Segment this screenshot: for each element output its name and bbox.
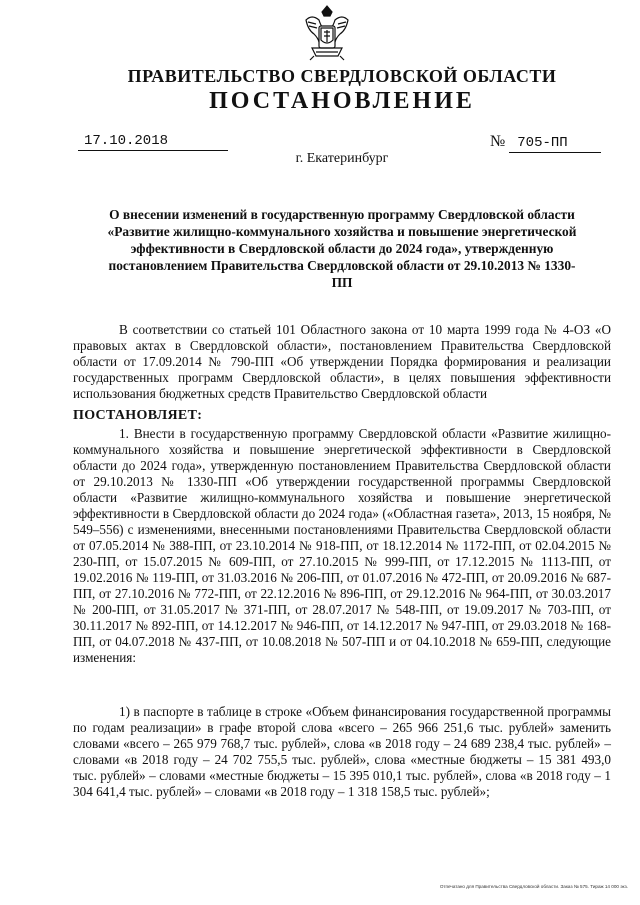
print-footer: Отпечатано для Правительства Свердловской области. Заказ № 575. Тираж 14 000 экз. [439,884,628,889]
organization-name: ПРАВИТЕЛЬСТВО СВЕРДЛОВСКОЙ ОБЛАСТИ [127,66,557,86]
document-number-field [490,133,601,153]
subitem-1-paragraph: 1) в паспорте в таблице в строке «Объем финансирования государственной программы по годам реализации» в графе второй слова «всего – 265 966 251,6 тыс. рублей» заменить словами «всего – 265 979 768,7 тыс. рублей», слова «в 2018 году – 24 689 238,4 тыс. рублей» – словами «в 2018 году – 24 702 755,5 тыс. рублей», слова «местные бюджеты – 15 381 493,0 тыс. рублей» – словами «местные бюджеты – 15 395 010,1 тыс. рублей», слова «в 2018 году – 1 304 641,4 тыс. рублей» – словами «в 2018 году – 1 318 158,5 тыс. рублей»; [73,704,611,799]
document-title: О внесении изменений в государственную программу Свердловской области «Развитие жилищно-коммунального хозяйства и повышение энергетической эффективности в Свердловской области до 2024 года», утвержденную постановлением Правительства Свердловской области от 29.10.2013 № 1330-ПП [107,207,577,290]
resolves-heading: ПОСТАНОВЛЯЕТ: [73,408,203,423]
document-type: ПОСТАНОВЛЕНИЕ [209,88,475,114]
document-number: 705-ПП [509,134,601,153]
number-sign: № [490,133,506,150]
city-name: г. Екатеринбург [295,151,389,166]
coat-of-arms-icon [302,4,352,62]
intro-paragraph: В соответствии со статьей 101 Областного закона от 10 марта 1999 года № 4-ОЗ «О правовых актах в Свердловской области», постановлением Правительства Свердловской области от 17.09.2014 № 790-ПП «Об утверждении Порядка формирования и реализации государственных программ Свердловской области», в целях повышения эффективности использования бюджетных средств Правительство Свердловской области [73,322,611,401]
item-1-paragraph: 1. Внести в государственную программу Свердловской области «Развитие жилищно-коммунального хозяйства и повышение энергетической эффективности в Свердловской области до 2024 года», утвержденную постановлением Правительства Свердловской области от 29.10.2013 № 1330-ПП «Об утверждении государственной программы Свердловской области «Развитие жилищно-коммунального хозяйства и повышение энергетической эффективности в Свердловской области до 2024 года» («Областная газета», 2013, 15 ноября, № 549–556) с изменениями, внесенными постановлениями Правительства Свердловской области от 07.05.2014 № 388-ПП, от 23.10.2014 № 918-ПП, от 18.12.2014 № 1172-ПП, от 02.04.2015 № 230-ПП, от 15.07.2015 № 609-ПП, от 27.10.2015 № 999-ПП, от 17.12.2015 № 1113-ПП, от 19.02.2016 № 119-ПП, от 31.03.2016 № 206-ПП, от 01.07.2016 № 472-ПП, от 20.09.2016 № 687-ПП, от 27.10.2016 № 772-ПП, от 22.12.2016 № 896-ПП, от 29.12.2016 № 964-ПП, от 30.03.2017 № 200-ПП, от 31.05.2017 № 371-ПП, от 28.07.2017 № 548-ПП, от 19.09.2017 № 703-ПП, от 30.11.2017 № 892-ПП, от 14.12.2017 № 946-ПП, от 14.12.2017 № 947-ПП, от 29.03.2018 № 168-ПП, от 04.07.2018 № 437-ПП, от 10.08.2018 № 507-ПП и от 04.10.2018 № 659-ПП, следующие изменения: [73,426,611,665]
document-date: 17.10.2018 [78,133,228,151]
